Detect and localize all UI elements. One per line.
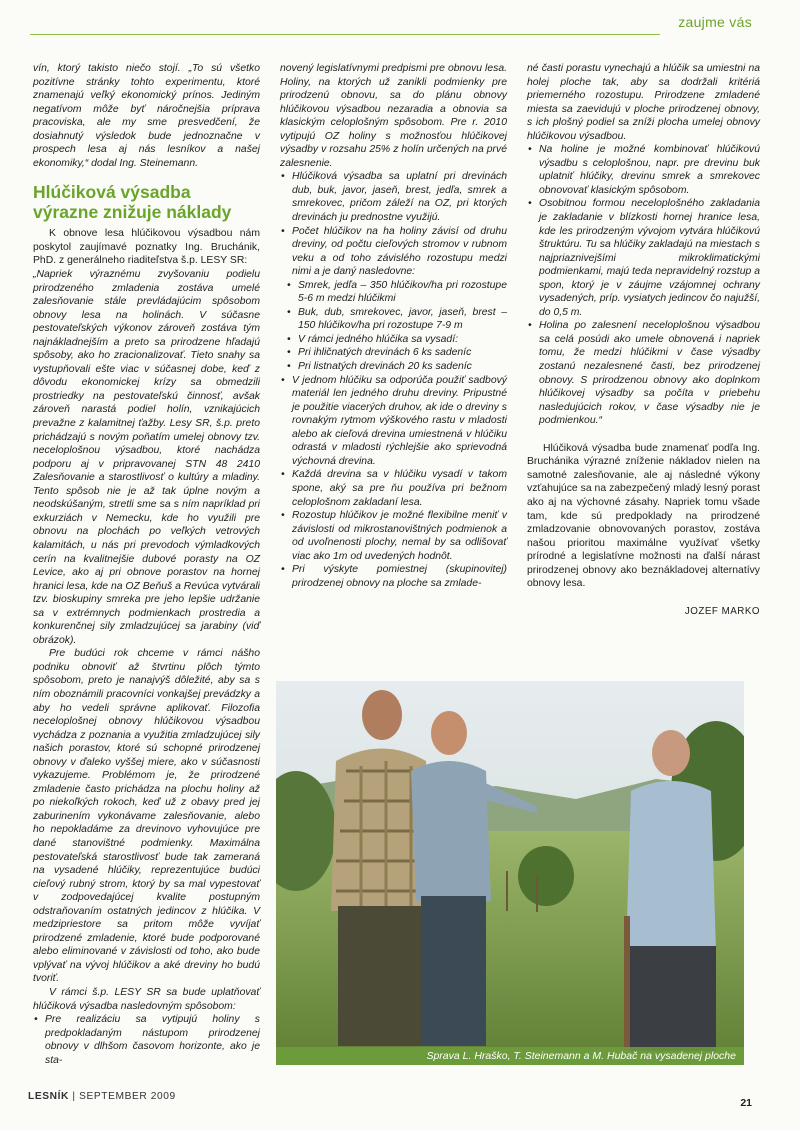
list-item: • Osobitnou formou neceloplošného zakladania je zakladanie v blízkosti hornej hranice lesa, kde les prirodzeným vývojom vytvára hlúčikovú štruktúru. Tu sa hlúčiky zakladajú na miestach s najpriaznivejšími mikroklimatickými podmienkami, majú teda nepravidelný rozstup a spon, ktorý je v záujme vzájomnej ochrany vysadených, príp. vysiatych jedincov čo najužší, do 0,5 m. <box>527 197 760 319</box>
bullet-continuation: novený legislatívnymi predpismi pre obnovu lesa. Holiny, na ktorých už zanikli podmienky pre prirodzenú obnovu, sa do plánu obnovy hlúčikovou výsadbou nezaradia a obnovia sa klasickým celoplošným spôsobom. Pre r. 2010 vytipujú OZ holiny s možnosťou hlúčikovej výsadby v rozsahu 25% z holín určených na prvé zalesnenie. <box>280 63 507 169</box>
page-header <box>30 14 752 36</box>
magazine-name: LESNÍK <box>28 1091 69 1102</box>
lead-paragraph: K obnove lesa hlúčikovou výsadbou nám poskytol zaujímavé poznatky Ing. Bruchánik, PhD. z generálneho riaditeľstva š.p. LESY SR: <box>33 228 260 267</box>
list-item: • Počet hlúčikov na ha holiny závisí od druhu dreviny, od počtu cieľových stromov v rubnom veku a od toho závislého rozostupu medzi nimi a je daný nasledovne: <box>280 225 507 279</box>
bullet-continuation: né časti porastu vynechajú a hlúčik sa umiestni na holej ploche tak, aby sa dodržali kritériá priemerného rozostupu. Prirodzene zmladené miesta sa zaevidujú v ploche prirodzenej obnovy, s ich plošný podiel sa zníži plocha umelej obnovy hlúčikovou výsadbou. <box>527 63 760 142</box>
page-number: 21 <box>740 1097 752 1109</box>
list-item: • Na holine je možné kombinovať hlúčikovú výsadbu s celoplošnou, napr. pre drevinu buk uplatniť hlúčiky, drevinu smrek a smrekovec obnovovať klasickým spôsobom. <box>527 143 760 197</box>
list-item: • Pri listnatých drevinách 20 ks sadeníc <box>286 360 507 374</box>
list-item: • Hlúčiková výsadba sa uplatní pri drevinách dub, buk, javor, jaseň, brest, jedľa, smrek a smrekovec, pričom záleží na OZ, pri ktorých drevinách ju prednostne využijú. <box>280 170 507 224</box>
page-footer <box>28 1091 176 1102</box>
quote-paragraph-2: Pre budúci rok chceme v rámci nášho podniku obnoviť až štvrtinu plôch týmto spôsobom, preto je nanajvýš dôležité, aby sa s ním oboznámili pracovníci vonkajšej prevádzky a aby ho vedeli správne aplikovať. Filozofia neceloplošnej obnovy hlúčikovou výsadbou vychádza z poznania a využitia zmladzujúcej sily našich porastov, ktoré sú schopné prirodzenej obnovy v ďaleko vyššej miere, ako v súčasnosti vykazujeme. Problémom je, že prirodzené zmladenie často prichádza na plochu holiny až po niekoľkých rokoch, keď už z obavy pred jej zaburinením vykonávame zalesňovanie, alebo ho nepokladáme za drevinovo vyhovujúce pre dané stanovištné podmienky. Maximálna pestovateľská starostlivosť bude tak zameraná na vysadené hlúčiky, reprezentujúce budúci cieľový rubný strom, ktorý by sa mal vypestovať v zodpovedajúcej kvalite postupným odstraňovaním ostatných jedincov z hlúčika. V medzipriestore sa pritom môže vyvíjať prirodzené zmladenie, ktoré bude podporované alebo eliminované v závislosti od toho, ako bude vplývať na vývoj hlúčikov a aké dreviny ho budú tvoriť. <box>33 648 260 985</box>
photo-illustration <box>276 681 744 1065</box>
list-item: • V jednom hlúčiku sa odporúča použiť sadbový materiál len jedného druhu dreviny. Pripustné je použitie viacerých druhov, ak ide o dreviny s rovnakým rytmom výškového rastu v mladosti alebo ak cieľová drevina umiestnená v hlúčiku odrastá v mladosti rýchlejšie ako sprievodná výchovná drevina. <box>280 374 507 469</box>
article-photo <box>276 681 744 1065</box>
quote-paragraph-3: V rámci š.p. LESY SR sa bude uplatňovať hlúčiková výsadba nasledovným spôsobom: <box>33 987 260 1012</box>
list-item: • Buk, dub, smrekovec, javor, jaseň, brest – 150 hlúčikov/ha pri rozostupe 7-9 m <box>286 306 507 333</box>
list-item: • V rámci jedného hlúčika sa vysadí: <box>286 333 507 347</box>
photo-caption: Sprava L. Hraško, T. Steinemann a M. Hubač na vysadenej ploche <box>276 1047 744 1065</box>
author-byline: JOZEF MARKO <box>684 605 760 617</box>
list-item: • Rozostup hlúčikov je možné flexibilne meniť v závislosti od mikrostanovištných podmienok a od uvoľnenosti plochy, nemal by sa odlišovať viac ako 1m od uvedených hodnôt. <box>280 509 507 563</box>
spacer <box>527 428 760 442</box>
list-item: • Pri ihličnatých drevinách 6 ks sadeníc <box>286 346 507 360</box>
intro-paragraph: vín, ktorý takisto niečo stojí. „To sú všetko pozitívne stránky tohto experimentu, ktoré znamenajú veľký ekonomický prínos. Jediným negatívom môže byť náročnejšia príprava pracoviska, ale my sme presvedčení, že dosiahnutý výsledok bude jednoznačne v prospech lesa aj nás lesníkov a našej ekonomiky,“ dodal Ing. Steinemann. <box>33 63 260 169</box>
list-item: • Holina po zalesnení neceloplošnou výsadbou sa celá posúdi ako umele obnovená i napriek tomu, že medzi hlúčikmi v čase výsadby zostanú nezalesnené časti, bez prirodzenej obnovy. S prirodzenou obnovy ako doplnkom hlúčikovej výsadby sa počíta v priebehu nasledujúcich rokov, v čase výsadby nie je podmienkou.“ <box>527 319 760 427</box>
article-heading: Hlúčiková výsadba výrazne znižuje náklady <box>33 182 232 223</box>
column-3 <box>527 62 760 618</box>
list-item: • Každá drevina sa v hlúčiku vysadí v takom spone, aký sa pre ňu používa pri bežnom celoplošnom zakladaní lesa. <box>280 468 507 509</box>
column-1 <box>33 62 260 1067</box>
list-item: • Smrek, jedľa – 350 hlúčikov/ha pri rozostupe 5-6 m medzi hlúčikmi <box>286 279 507 306</box>
bullet-list-2 <box>280 170 507 278</box>
bullet-list-3 <box>280 374 507 591</box>
header-rule <box>30 34 660 35</box>
quote-paragraph-1: „Napriek výraznému zvyšovaniu podielu prirodzeného zmladenia zostáva umelé zalesňovanie stále prevládajúcim spôsobom obnovy lesa na holinách. V súčasne pestovateľských výkonov zároveň zostáva tým najnákladnejším a preto sa prirodzene hľadajú spôsoby, ako ho zracionalizovať. Tieto snahy sa vystupňovali ešte viac v súčasnej dobe, keď z dôvodu ekonomickej krízy sa obmedzili prostriedky na pestovateľskú činnosť, avšak zároveň narastá podiel holín, vznikajúcich prevažne z kalamitnej ťažby. Lesy SR, š.p. preto prichádzajú s novým poňatím umelej obnovy tzv. neceloplošnou výsadbou, ktoré nachádza podporu aj v pripravovanej STN 48 2410 Zalesňovanie a starostlivosť o kultúry a mladiny. Tento spôsob nie je až tak úplne novým a neodskúšaným, stretli sme sa s ním napríklad pri exkurziách v Nemecku, kde ho využili pre obnovu na plochách po veľkých vetrových kalamitách, u nás pri prevodoch výmladkových cerín na kvalitnejšie dubové porasty na OZ Levice, ako aj pri obnove porastov na hornej hranici lesa, kde na OZ Beňuš a Revúca vytvárali tzv. bioskupiny smreka pre jeho lepšie udržanie sa v extrémnych podmienkach prostredia a konkurenčnej sily zmladzujúcej sa jarabiny (viď obrázok). <box>33 269 260 646</box>
sub-list <box>280 279 507 374</box>
closing-paragraph: Hlúčiková výsadba bude znamenať podľa Ing. Bruchánika výrazné zníženie nákladov nielen na samotné zalesňovanie, ale aj následné výkony vzťahujúce sa na zabezpečený mladý lesný porast ako aj na výchovné zásahy. Napriek tomu všade tam, kde sú predpoklady na prirodzené zmladzovanie obnovovaných porastov, zostáva našou prioritou maximálne využívať všetky prírodné a legislatívne možnosti na ďalší nárast prirodzenej obnovy ako beznákladovej alternatívy obnovy lesa. <box>527 442 760 590</box>
list-item: • Pri výskyte pomiestnej (skupinovitej) prirodzenej obnovy na ploche sa zmlade- <box>280 563 507 590</box>
section-tag: zaujme vás <box>678 14 752 30</box>
list-item: • Pre realizáciu sa vytipujú holiny s predpokladaným nástupom prirodzenej obnovy v dlhšom časovom horizonte, ako je sta- <box>33 1013 260 1067</box>
issue-label: | SEPTEMBER 2009 <box>72 1091 176 1102</box>
bullet-list-4 <box>527 143 760 427</box>
column-2 <box>280 62 507 590</box>
bullet-list-1 <box>33 1013 260 1067</box>
